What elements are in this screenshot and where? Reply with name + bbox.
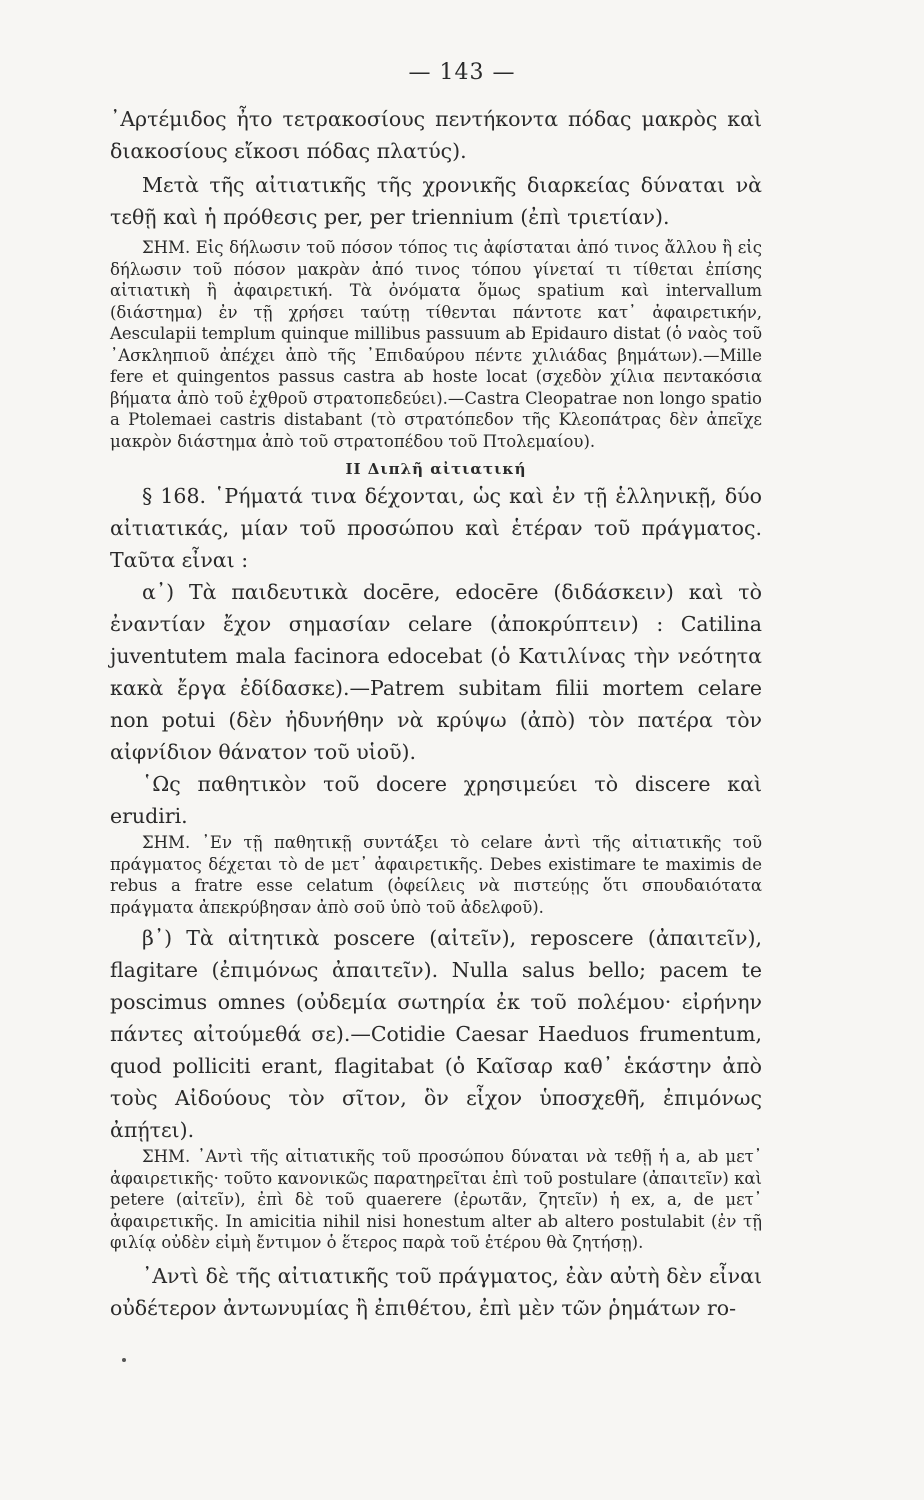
page-body (110, 103, 762, 1324)
section-heading: ΙΙ Διπλῆ αἰτιατική (345, 460, 527, 478)
paragraph-3: § 168. ῾Ρήματά τινα δέχονται, ὡς καὶ ἐν τῇ ἑλληνικῇ, δύο αἰτιατικάς, μίαν τοῦ προσώπου καὶ ἑτέραν τοῦ πράγματος. Ταῦτα εἶναι : (110, 484, 762, 572)
paragraph-7: ᾽Αντὶ δὲ τῆς αἰτιατικῆς τοῦ πράγματος, ἐὰν αὐτὴ δὲν εἶναι οὐδέτερον ἀντωνυμίας ἢ ἐπιθέτου, ἐπὶ μὲν τῶν ῥημάτων ro- (110, 1263, 762, 1320)
note-3: ΣΗΜ. ᾽Αντὶ τῆς αἰτιατικῆς τοῦ προσώπου δύναται νὰ τεθῇ ἡ a, ab μετ᾽ ἀφαιρετικῆς· τοῦτο κανονικῶς παρατηρεῖται ἐπὶ τοῦ postulare (ἀπαιτεῖν) καὶ petere (αἰτεῖν), ἐπὶ δὲ τοῦ quaerere (ἐρωτᾶν, ζητεῖν) ἡ ex, a, de μετ᾽ ἀφαιρετικῆς. In amicitia nihil nisi honestum alter ab altero postulabit (ἐν τῇ φιλίᾳ οὐδὲν εἰμὴ ἔντιμον ὁ ἕτερος παρὰ τοῦ ἑτέρου θὰ ζητήσῃ). (110, 1147, 762, 1252)
ink-speck (122, 1358, 126, 1362)
paragraph-1: ᾿Αρτέμιδος ἦτο τετρακοσίους πεντήκοντα πόδας μακρὸς καὶ διακοσίους εἴκοσι πόδας πλατύς). (110, 107, 762, 163)
paragraph-6: β᾽) Τὰ αἰτητικὰ poscere (αἰτεῖν), reposcere (ἀπαιτεῖν), flagitare (ἐπιμόνως ἀπαιτεῖν). Nulla salus bello; pacem te poscimus omnes (οὐδεμία σωτηρία ἐκ τοῦ πολέμου· εἰρήνην πάντες αἰτούμεθά σε).—Cotidie Caesar Haeduos frumentum, quod polliciti erant, flagitabat (ὁ Καῖσαρ καθ᾽ ἑκάστην ἀπὸ τοὺς Αἰδούους τὸν σῖτον, ὃν εἶχον ὑποσχεθῆ, ἐπιμόνως ἀπῄτει). (110, 926, 762, 1142)
paragraph-2: Μετὰ τῆς αἰτιατικῆς τῆς χρονικῆς διαρκείας δύναται νὰ τεθῇ καὶ ἡ πρόθεσις per, per triennium (ἐπὶ τριετίαν). (110, 173, 762, 229)
note-2: ΣΗΜ. ᾽Εν τῇ παθητικῇ συντάξει τὸ celare ἀντὶ τῆς αἰτιατικῆς τοῦ πράγματος δέχεται τὸ de μετ᾽ ἀφαιρετικῆς. Debes existimare te maximis de rebus a fratre esse celatum (ὀφείλεις νὰ πιστεύῃς ὅτι σπουδαιότατα πράγματα ἀπεκρύβησαν ἀπὸ σοῦ ὑπὸ τοῦ ἀδελφοῦ). (110, 833, 762, 917)
page-number: — 143 — (408, 60, 516, 85)
paragraph-4: α᾽) Τὰ παιδευτικὰ docēre, edocēre (διδάσκειν) καὶ τὸ ἐναντίαν ἔχον σημασίαν celare (ἀποκρύπτειν) : Catilina juventutem mala facinora edocebat (ὁ Κατιλίνας τὴν νεότητα κακὰ ἔργα ἐδίδασκε).—Patrem subitam filii mortem celare non potui (δὲν ἠδυνήθην νὰ κρύψω (ἀπὸ) τὸν πατέρα τὸν αἰφνίδιον θάνατον τοῦ υἱοῦ). (110, 580, 762, 764)
paragraph-5: ῾Ως παθητικὸν τοῦ docere χρησιμεύει τὸ discere καὶ erudiri. (110, 772, 762, 828)
note-1: ΣΗΜ. Εἰς δήλωσιν τοῦ πόσον τόπος τις ἀφίσταται ἀπό τινος ἄλλου ἢ εἰς δήλωσιν τοῦ πόσον μακρὰν ἀπό τινος τόπου γίνεταί τι τίθεται ἐπίσης αἰτιατικὴ ἢ ἀφαιρετική. Τὰ ὀνόματα ὅμως spatium καὶ intervallum (διάστημα) ἐν τῇ χρήσει ταύτῃ τίθενται πάντοτε κατ᾽ ἀφαιρετικήν, Aesculapii templum quinque millibus passuum ab Epidauro distat (ὁ ναὸς τοῦ ᾽Ασκληπιοῦ ἀπέχει ἀπὸ τῆς ᾽Επιδαύρου πέντε χιλιάδας βημάτων).—Mille fere et quingentos passus castra ab hoste locat (σχεδὸν χίλια πεντακόσια βήματα ἀπὸ τοῦ ἐχθροῦ στρατοπεδεύει).—Castra Cleopatrae non longo spatio a Ptolemaei castris distabant (τὸ στρατόπεδον τῆς Κλεοπάτρας δὲν ἀπεῖχε μακρὸν διάστημα ἀπὸ τοῦ στρατοπέδου τοῦ Πτολεμαίου). (110, 238, 762, 451)
